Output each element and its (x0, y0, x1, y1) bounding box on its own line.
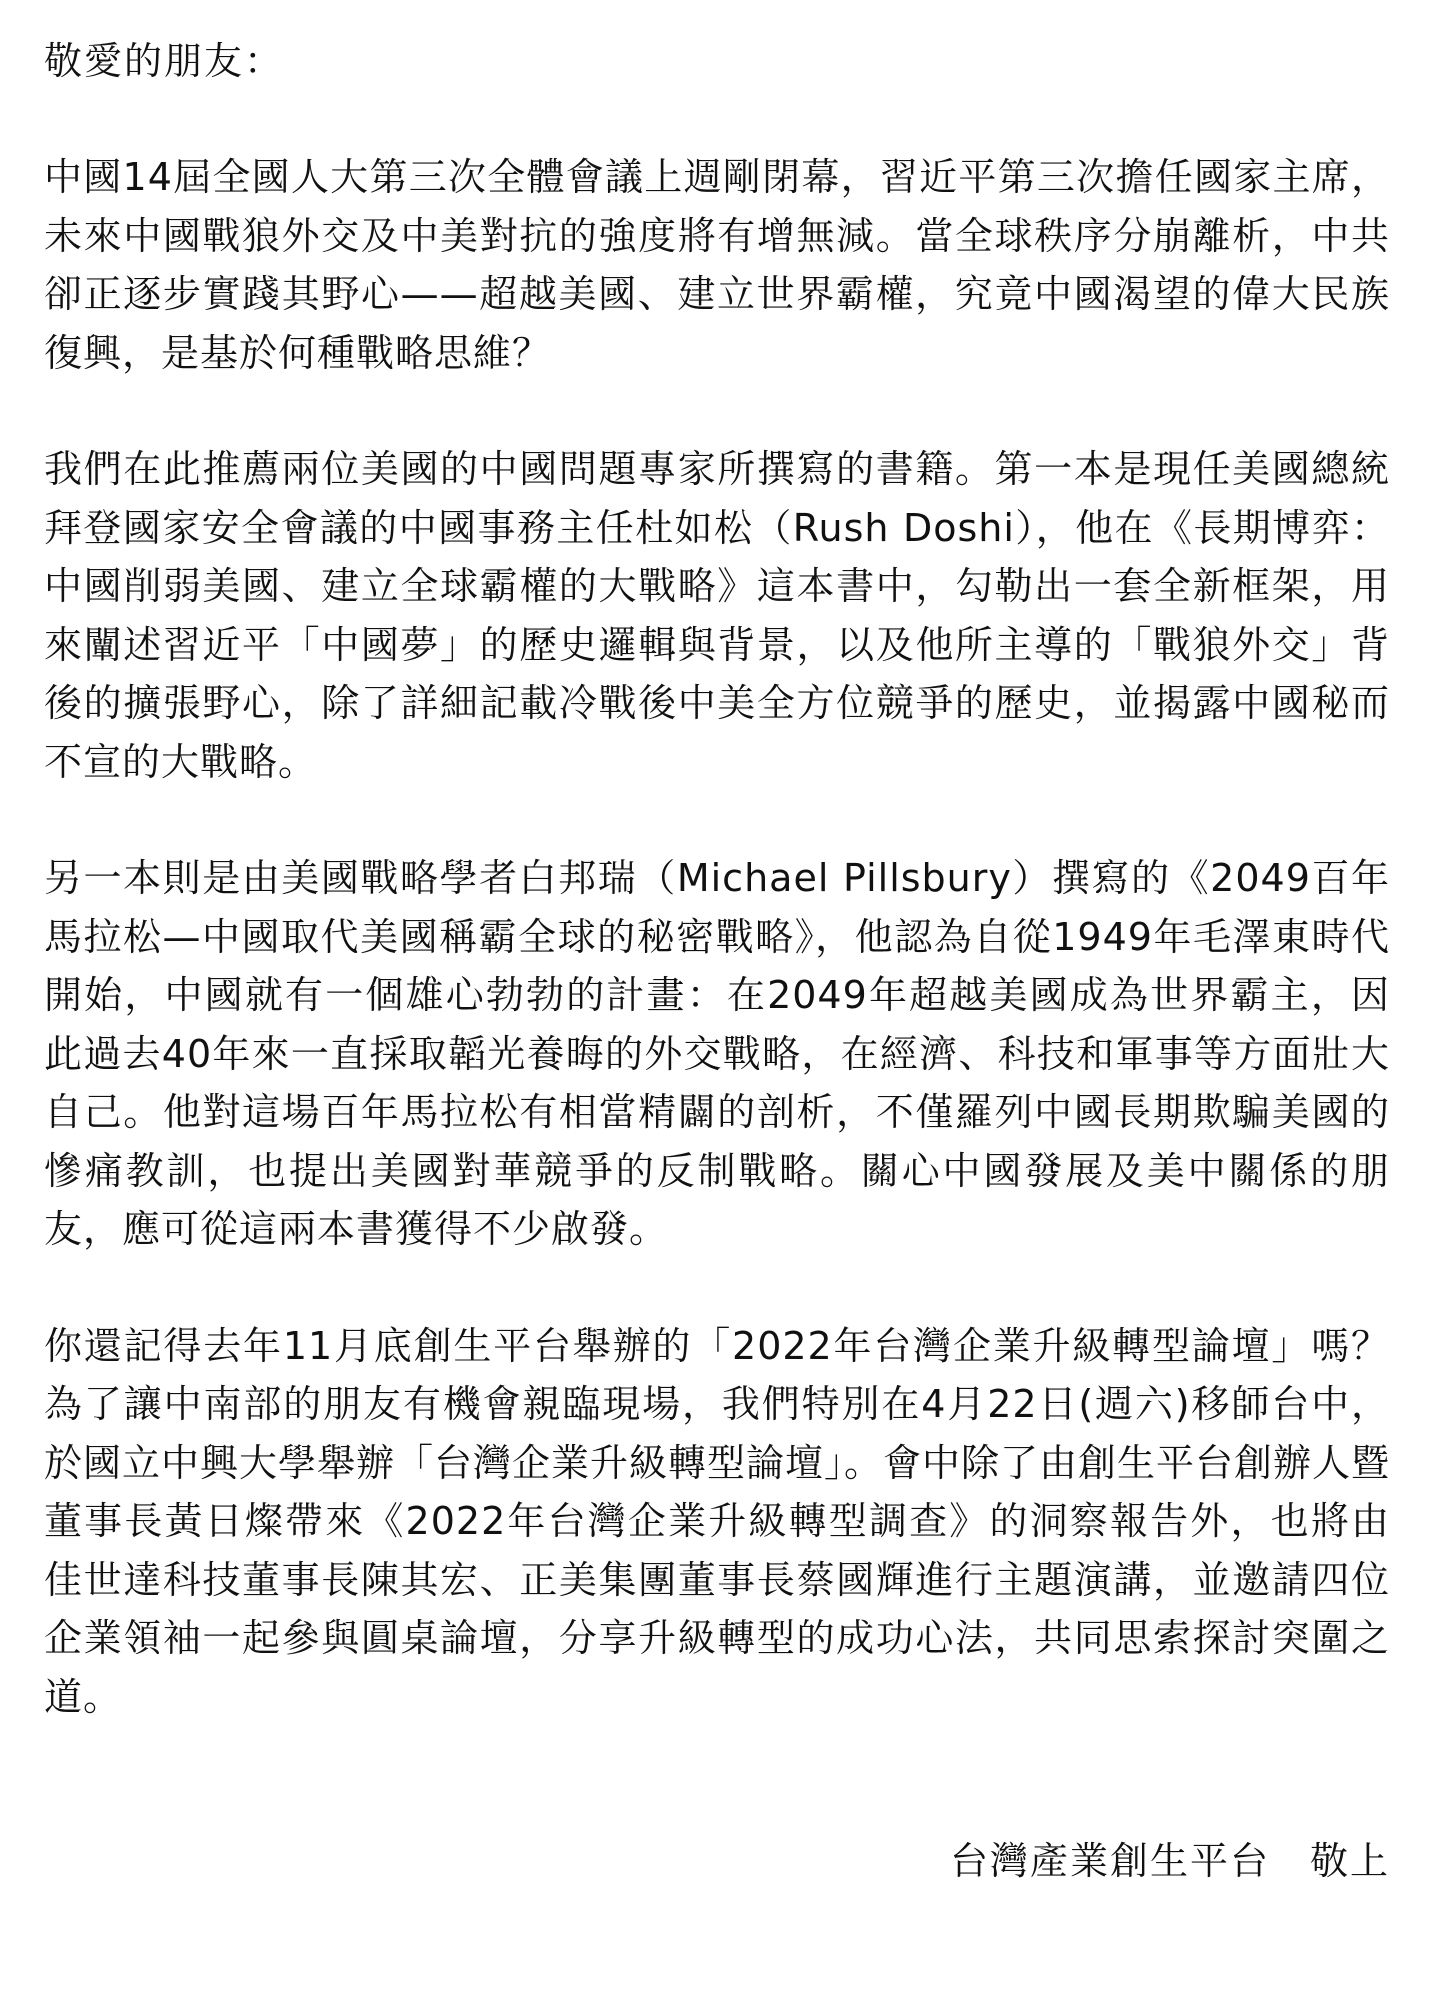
paragraph-3: 另一本則是由美國戰略學者白邦瑞（Michael Pillsbury）撰寫的《2049百年馬拉松—中國取代美國稱霸全球的秘密戰略》，他認為自從1949年毛澤東時代開始，中國就有一個雄心勃勃的計畫：在2049年超越美國成為世界霸主，因此過去40年來一直採取韜光養晦的外交戰略，在經濟、科技和軍事等方面壯大自己。他對這場百年馬拉松有相當精闢的剖析，不僅羅列中國長期欺騙美國的慘痛教訓，也提出美國對華競爭的反制戰略。關心中國發展及美中關係的朋友，應可從這兩本書獲得不少啟發。 (44, 856, 1390, 1251)
salutation: 敬愛的朋友： (44, 39, 285, 83)
paragraph-4: 你還記得去年11月底創生平台舉辦的「2022年台灣企業升級轉型論壇」嗎？為了讓中南部的朋友有機會親臨現場，我們特別在4月22日(週六)移師台中，於國立中興大學舉辦「台灣企業升級轉型論壇」。會中除了由創生平台創辦人暨董事長黃日燦帶來《2022年台灣企業升級轉型調查》的洞察報告外，也將由佳世達科技董事長陳其宏、正美集團董事長蔡國輝進行主題演講，並邀請四位企業領袖一起參與圓桌論壇，分享升級轉型的成功心法，共同思索探討突圍之道。 (44, 1323, 1391, 1719)
paragraph-2: 我們在此推薦兩位美國的中國問題專家所撰寫的書籍。第一本是現任美國總統拜登國家安全會議的中國事務主任杜如松（Rush Doshi），他在《長期博弈：中國削弱美國、建立全球霸權的大戰略》這本書中，勾勒出一套全新框架，用來闡述習近平「中國夢」的歷史邏輯與背景，以及他所主導的「戰狼外交」背後的擴張野心，除了詳細記載冷戰後中美全方位競爭的歷史，並揭露中國秘而不宣的大戰略。 (44, 447, 1390, 784)
signature: 台灣產業創生平台 敬上 (949, 1839, 1390, 1883)
paragraph-1: 中國14屆全國人大第三次全體會議上週剛閉幕，習近平第三次擔任國家主席，未來中國戰狼外交及中美對抗的強度將有增無減。當全球秩序分崩離析，中共卻正逐步實踐其野心——超越美國、建立世界霸權，究竟中國渴望的偉大民族復興，是基於何種戰略思維？ (44, 155, 1390, 375)
letter-body (44, 32, 1390, 1784)
